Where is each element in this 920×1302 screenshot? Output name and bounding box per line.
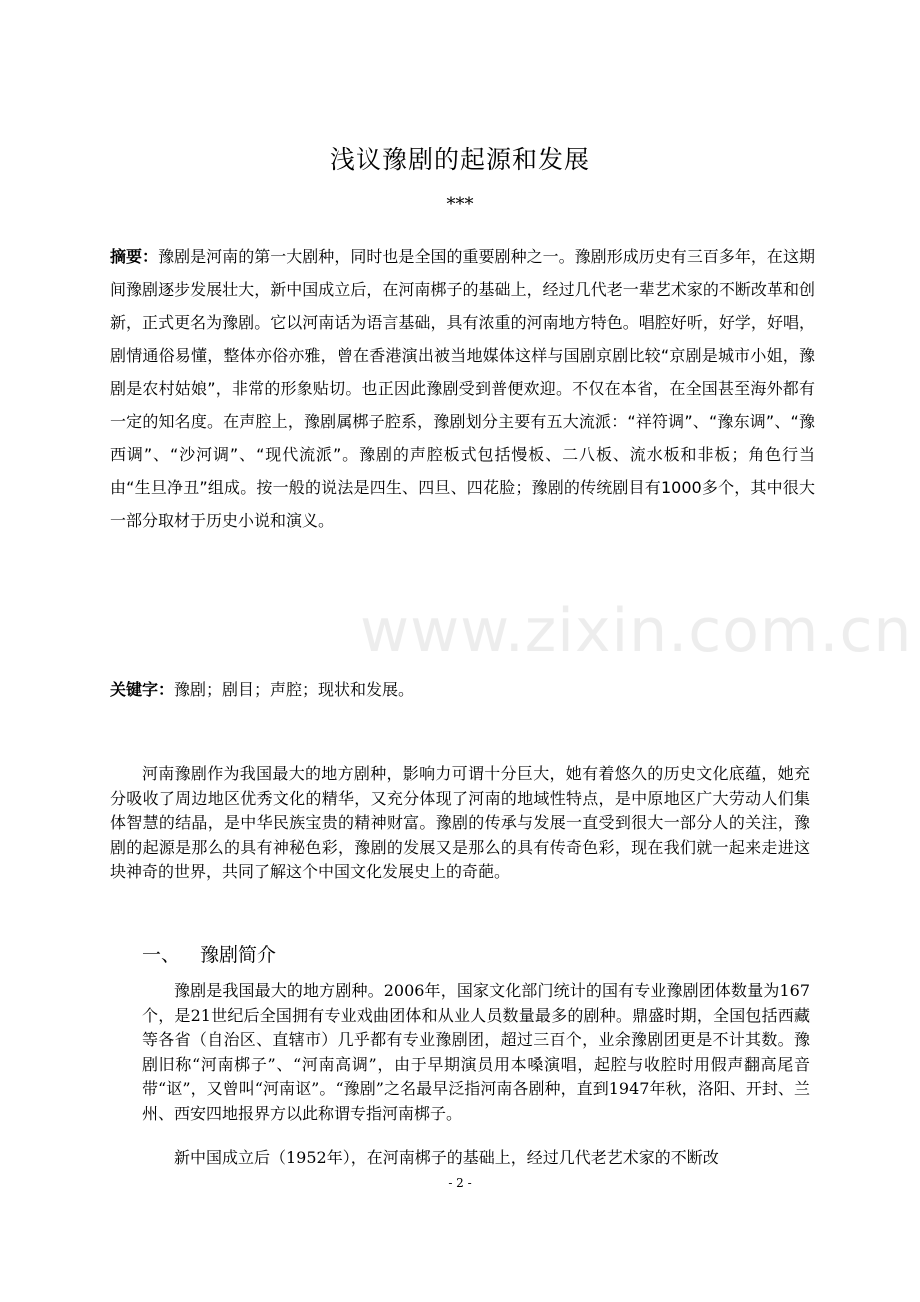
keywords xyxy=(110,676,815,704)
section-heading xyxy=(142,940,276,967)
intro-paragraph: 河南豫剧作为我国最大的地方剧种，影响力可谓十分巨大，她有着悠久的历史文化底蕴，她充分吸收了周边地区优秀文化的精华，又充分体现了河南的地域性特点，是中原地区广大劳动人们集体智慧的结晶，是中华民族宝贵的精神财富。豫剧的传承与发展一直受到很大一部分人的关注，豫剧的起源是那么的具有神秘色彩，豫剧的发展又是那么的具有传奇色彩，现在我们就一起来走进这块神奇的世界，共同了解这个中国文化发展史上的奇葩。 xyxy=(110,764,810,881)
abstract xyxy=(110,240,832,537)
section-paragraph-1: 豫剧是我国最大的地方剧种。2006年，国家文化部门统计的国有专业豫剧团体数量为167个，是21世纪后全国拥有专业戏曲团体和从业人员数量最多的剧种。鼎盛时期，全国包括西藏等各省（自治区、直辖市）几乎都有专业豫剧团，超过三百个，业余豫剧团更是不计其数。豫剧旧称“河南梆子”、“河南高调”，由于早期演员用本嗓演唱，起腔与收腔时用假声翻高尾音带“讴”，又曾叫“河南讴”。“豫剧”之名最早泛指河南各剧种，直到1947年秋，洛阳、开封、兰州、西安四地报界方以此称谓专指河南梆子。 xyxy=(142,981,810,1123)
document-title: 浅议豫剧的起源和发展 xyxy=(329,145,590,174)
page-number: - 2 - xyxy=(448,1176,472,1190)
section-title: 豫剧简介 xyxy=(200,944,277,966)
section-paragraph-2: 新中国成立后（1952年），在河南梆子的基础上，经过几代老艺术家的不断改 xyxy=(174,1148,719,1167)
author: *** xyxy=(446,194,474,215)
keywords-label: 关键字： xyxy=(110,680,175,699)
watermark: www.zixin.com.cn xyxy=(360,596,913,666)
section-number: 一、 xyxy=(142,944,181,966)
abstract-label: 摘要： xyxy=(110,247,159,266)
keywords-text: 豫剧；剧目；声腔；现状和发展。 xyxy=(174,680,415,699)
abstract-text: 豫剧是河南的第一大剧种，同时也是全国的重要剧种之一。豫剧形成历史有三百多年，在这期间豫剧逐步发展壮大，新中国成立后，在河南梆子的基础上，经过几代老一辈艺术家的不断改革和创新，正式更名为豫剧。它以河南话为语言基础，具有浓重的河南地方特色。唱腔好听，好学，好唱，剧情通俗易懂，整体亦俗亦雅，曾在香港演出被当地媒体这样与国剧京剧比较“京剧是城市小姐，豫剧是农村姑娘”，非常的形象贴切。也正因此豫剧受到普便欢迎。不仅在本省，在全国甚至海外都有一定的知名度。在声腔上，豫剧属梆子腔系，豫剧划分主要有五大流派：“祥符调”、“豫东调”、“豫西调”、“沙河调”、“现代流派”。豫剧的声腔板式包括慢板、二八板、流水板和非板；角色行当 由“生旦净丑”组成。按一般的说法是四生、四旦、四花脸；豫剧的传统剧目有1000多个，其中很大一部分取材于历史小说和演义。 xyxy=(110,247,832,530)
